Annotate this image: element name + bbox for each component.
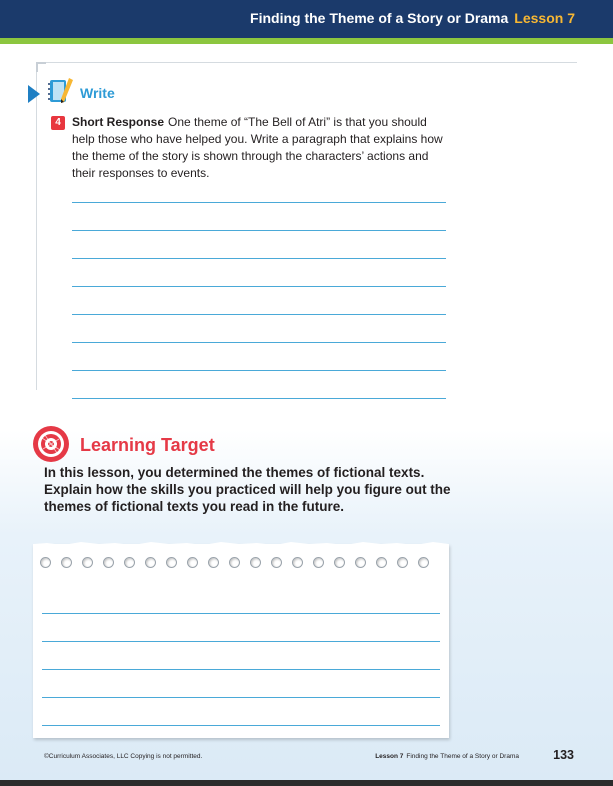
notepad-hole xyxy=(271,557,282,568)
notepad-hole xyxy=(40,557,51,568)
notepad-hole xyxy=(61,557,72,568)
bullseye-target-icon xyxy=(31,424,71,464)
write-heading: Write xyxy=(80,85,115,101)
footer-lesson-title: Finding the Theme of a Story or Drama xyxy=(406,753,519,760)
notepad-hole xyxy=(187,557,198,568)
notepad-hole xyxy=(418,557,429,568)
footer-lesson-info xyxy=(375,753,519,760)
write-section-box xyxy=(36,62,577,390)
notepad-hole xyxy=(82,557,93,568)
notepad-hole xyxy=(355,557,366,568)
page-bottom-border xyxy=(0,780,613,786)
answer-line[interactable] xyxy=(72,398,446,399)
answer-line[interactable] xyxy=(72,314,446,315)
notepad-hole xyxy=(292,557,303,568)
answer-line[interactable] xyxy=(72,370,446,371)
notepad-line[interactable] xyxy=(42,613,440,614)
notepad-hole xyxy=(334,557,345,568)
page-header-title xyxy=(250,10,575,26)
notepad-torn-edge xyxy=(33,540,449,550)
header-title-text: Finding the Theme of a Story or Drama xyxy=(250,10,509,26)
notepad-hole xyxy=(250,557,261,568)
notepad-line[interactable] xyxy=(42,697,440,698)
page-number: 133 xyxy=(553,748,574,762)
notepad-line[interactable] xyxy=(42,669,440,670)
notepad-hole xyxy=(397,557,408,568)
write-box-corner xyxy=(36,62,46,72)
answer-line[interactable] xyxy=(72,202,446,203)
prompt-label: Short Response xyxy=(72,115,165,129)
notepad-hole xyxy=(376,557,387,568)
notepad-hole xyxy=(313,557,324,568)
answer-line[interactable] xyxy=(72,342,446,343)
footer-copyright: ©Curriculum Associates, LLC Copying is not permitted. xyxy=(44,753,203,760)
notepad-hole xyxy=(124,557,135,568)
notepad-hole xyxy=(229,557,240,568)
answer-line[interactable] xyxy=(72,286,446,287)
item-number-badge: 4 xyxy=(51,116,65,130)
learning-target-heading: Learning Target xyxy=(80,435,215,455)
notepad-hole xyxy=(145,557,156,568)
answer-line[interactable] xyxy=(72,230,446,231)
prompt-text: One theme of “The Bell of Atri” is that you should help those who have helped you. Write a paragraph that explains how the theme of the story is shown through the characters’ actions and their responses to events. xyxy=(72,115,443,180)
learning-target-text: In this lesson, you determined the themes of fictional texts. Explain how the skills you practiced will help you figure out the themes of fictional texts you read in the future. xyxy=(44,465,451,514)
notepad-line[interactable] xyxy=(42,641,440,642)
short-response-prompt xyxy=(72,114,452,182)
notepad-hole xyxy=(103,557,114,568)
header-lesson-label: Lesson 7 xyxy=(514,10,575,26)
notepad-line[interactable] xyxy=(42,725,440,726)
write-arrow-icon xyxy=(28,85,40,103)
answer-line[interactable] xyxy=(72,258,446,259)
header-stripe xyxy=(0,38,613,44)
notepad-hole xyxy=(208,557,219,568)
notebook-pencil-icon xyxy=(47,76,75,106)
notepad-hole xyxy=(166,557,177,568)
footer-lesson-label: Lesson 7 xyxy=(375,753,404,760)
